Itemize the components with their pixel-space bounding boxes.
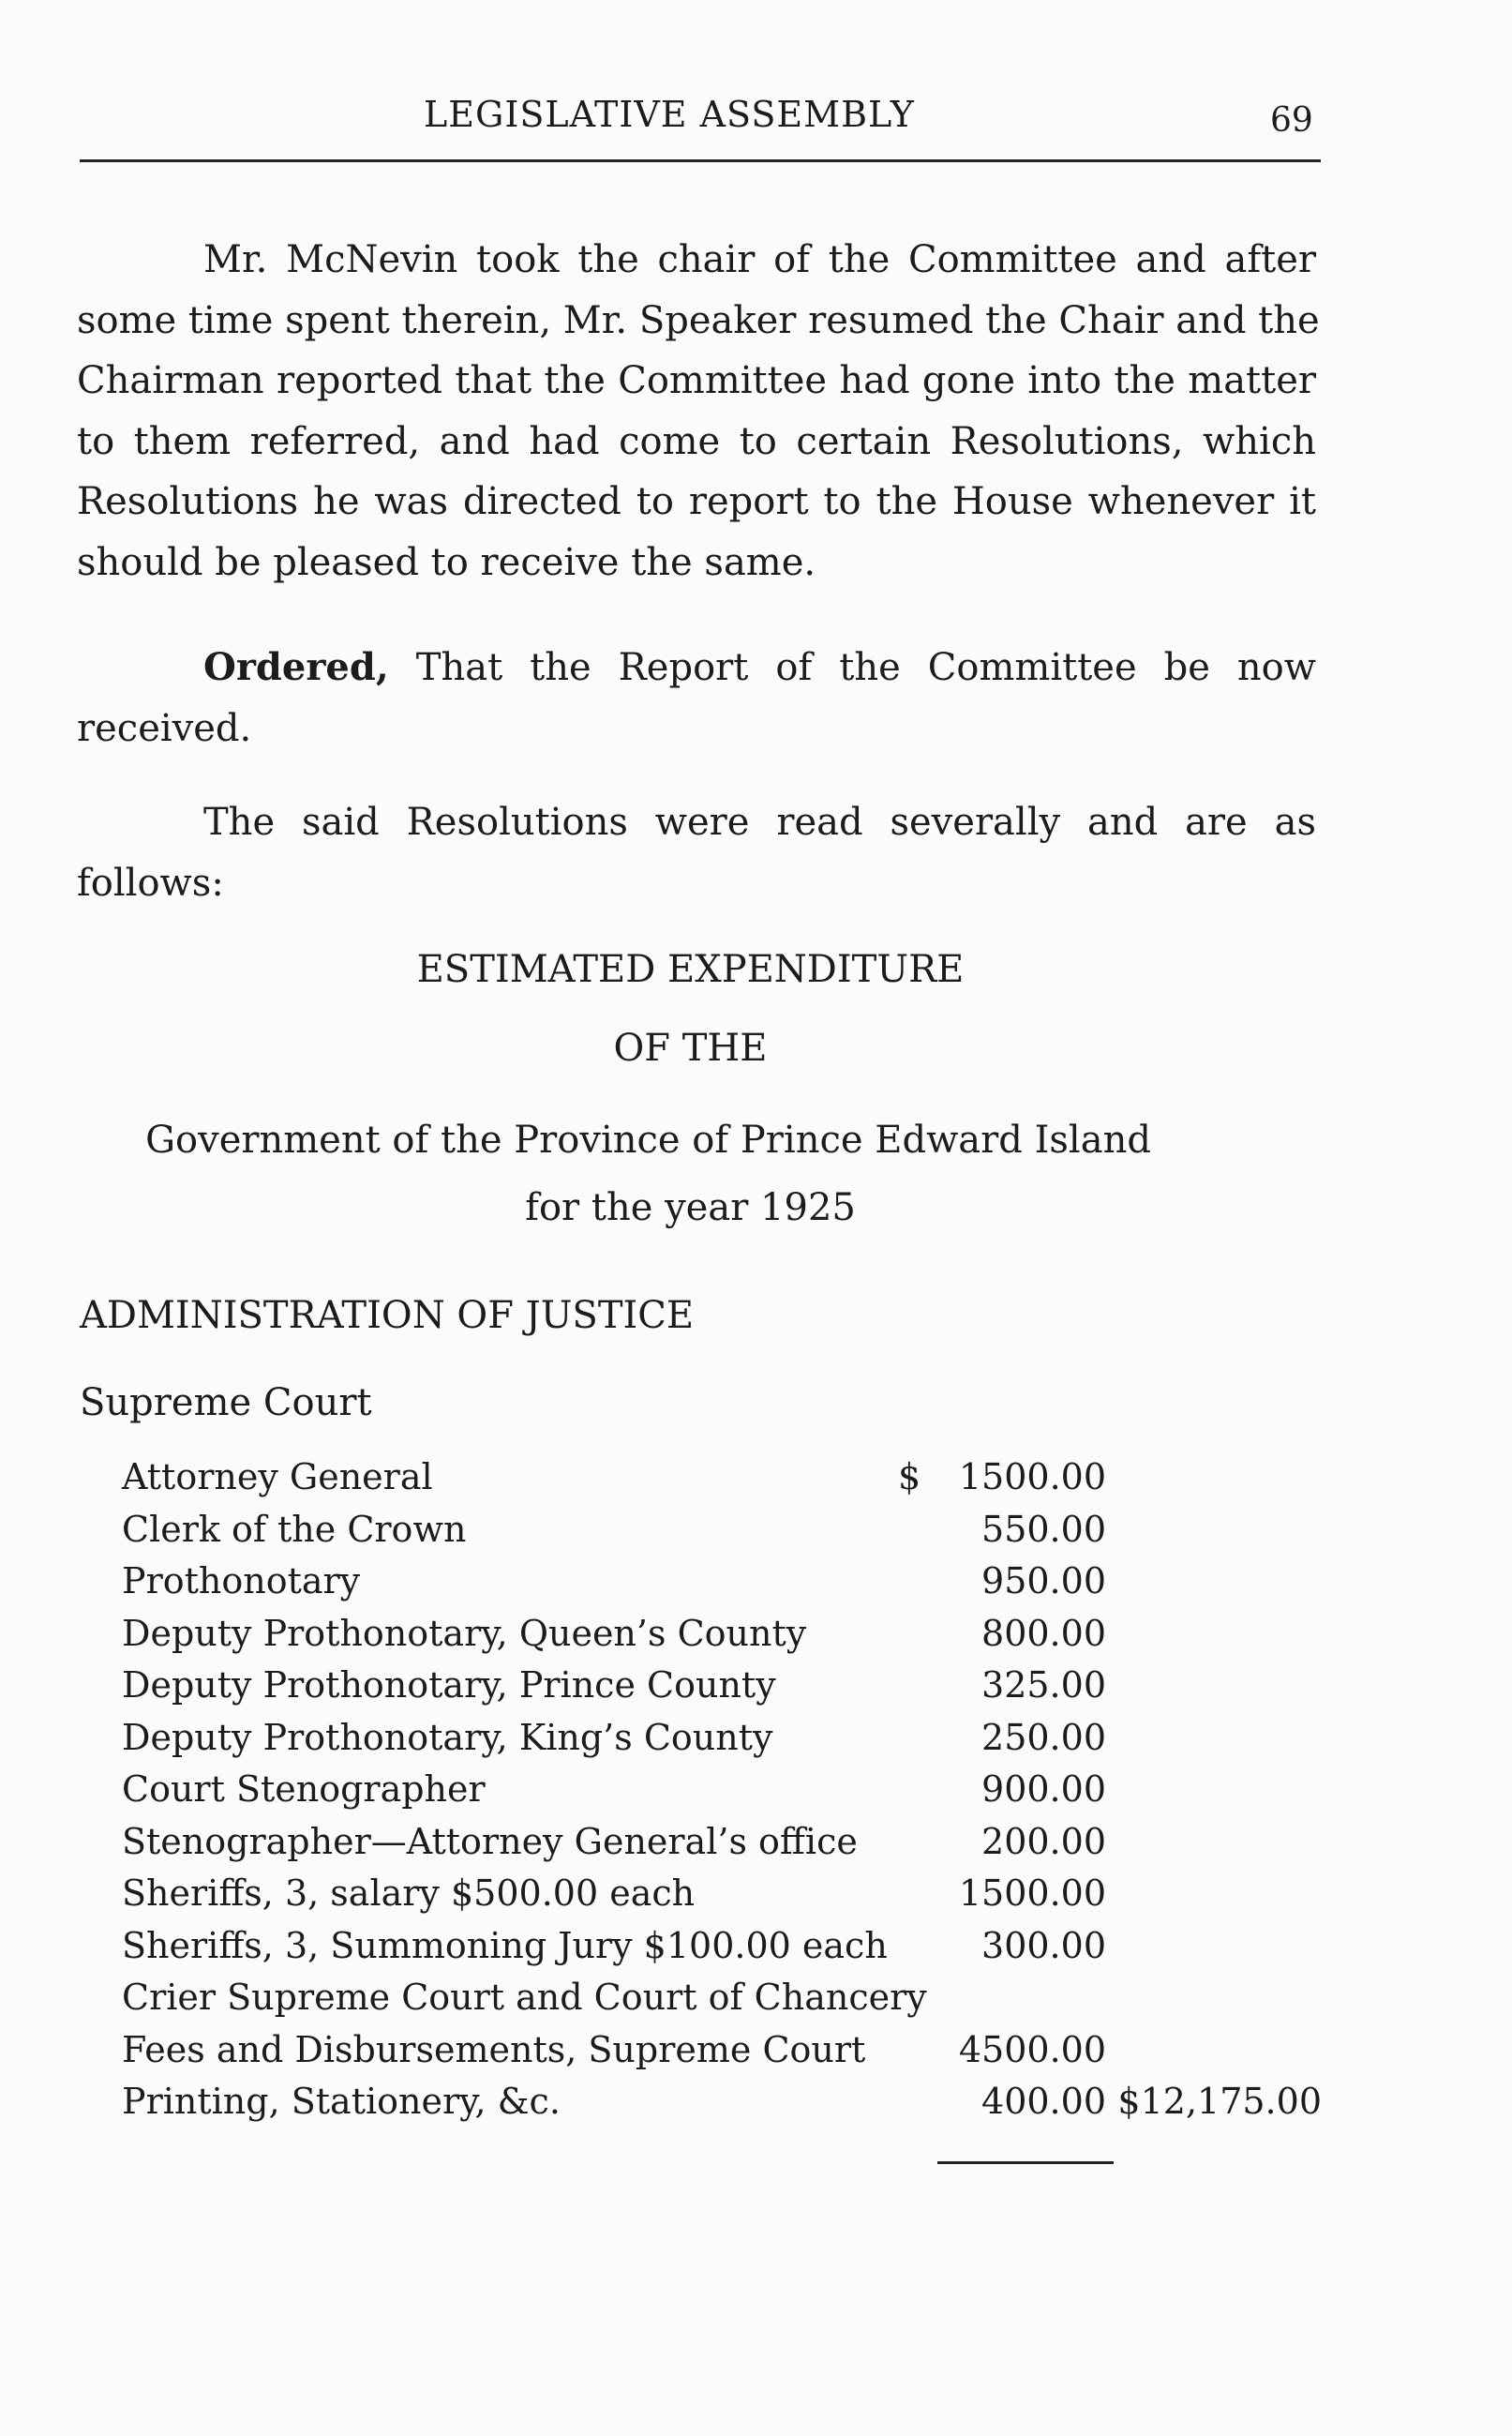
expenditure-row bbox=[0, 1972, 1512, 2024]
expenditure-label: Deputy Prothonotary, Queen’s County bbox=[122, 1612, 807, 1654]
estimate-title-line: Government of the Province of Prince Edward Island bbox=[145, 1119, 1151, 1162]
estimate-title-line: for the year 1925 bbox=[525, 1186, 856, 1229]
expenditure-amount: 400.00 bbox=[981, 2081, 1106, 2122]
expenditure-label: Sheriffs, 3, Summoning Jury $100.00 each bbox=[122, 1924, 888, 1966]
expenditure-label: Printing, Stationery, &c. bbox=[122, 2081, 561, 2122]
expenditure-label: Crier Supreme Court and Court of Chancery bbox=[122, 1977, 927, 2018]
expenditure-row bbox=[0, 1712, 1512, 1765]
estimate-title-line: OF THE bbox=[613, 1027, 768, 1070]
paragraph-line: follows: bbox=[77, 861, 224, 905]
expenditure-amount: 4500.00 bbox=[958, 2028, 1106, 2070]
expenditure-label: Deputy Prothonotary, Prince County bbox=[122, 1664, 776, 1706]
paragraph-line: should be pleased to receive the same. bbox=[77, 540, 816, 584]
expenditure-label: Prothonotary bbox=[122, 1560, 361, 1601]
expenditure-amount: 300.00 bbox=[981, 1924, 1106, 1966]
running-title: LEGISLATIVE ASSEMBLY bbox=[424, 94, 915, 135]
expenditure-row bbox=[0, 1868, 1512, 1920]
ordered-keyword: Ordered, bbox=[203, 645, 389, 689]
currency-symbol: $ bbox=[898, 1456, 921, 1497]
paragraph-line: to them referred, and had come to certain Resolutions, which bbox=[77, 419, 1316, 463]
expenditure-amount: 1500.00 bbox=[958, 1456, 1106, 1497]
expenditure-row bbox=[0, 1451, 1512, 1504]
paragraph-line: some time spent therein, Mr. Speaker resumed the Chair and the bbox=[77, 298, 1320, 342]
expenditure-row bbox=[0, 1920, 1512, 1973]
expenditure-list bbox=[0, 1451, 1512, 2128]
expenditure-label: Deputy Prothonotary, King’s County bbox=[122, 1716, 773, 1758]
header-rule bbox=[80, 159, 1321, 162]
paragraph-line: The said Resolutions were read severally and are as bbox=[203, 801, 1316, 844]
paragraph-line bbox=[77, 638, 1316, 699]
section-heading: ADMINISTRATION OF JUSTICE bbox=[80, 1294, 695, 1337]
expenditure-amount: 1500.00 bbox=[958, 1872, 1106, 1914]
expenditure-label: Attorney General bbox=[122, 1456, 433, 1497]
paragraph-line: received. bbox=[77, 706, 252, 750]
estimate-title-line: ESTIMATED EXPENDITURE bbox=[416, 948, 965, 991]
paragraph-committee-report bbox=[77, 230, 1320, 593]
expenditure-row bbox=[0, 2076, 1512, 2128]
expenditure-amount: 325.00 bbox=[981, 1664, 1106, 1706]
expenditure-row bbox=[0, 1660, 1512, 1712]
expenditure-amount: 200.00 bbox=[981, 1820, 1106, 1862]
expenditure-row bbox=[0, 1816, 1512, 1869]
expenditure-label: Court Stenographer bbox=[122, 1768, 486, 1810]
page-number: 69 bbox=[1270, 101, 1313, 140]
expenditure-row bbox=[0, 1608, 1512, 1661]
expenditure-row bbox=[0, 1504, 1512, 1556]
expenditure-row bbox=[0, 1764, 1512, 1816]
total-rule bbox=[937, 2161, 1114, 2164]
expenditure-amount: 950.00 bbox=[981, 1560, 1106, 1601]
paragraph-resolutions bbox=[77, 792, 1316, 913]
subsection-heading: Supreme Court bbox=[80, 1381, 372, 1424]
paragraph-line: Chairman reported that the Committee had gone into the matter bbox=[77, 359, 1316, 402]
expenditure-amount: 800.00 bbox=[981, 1612, 1106, 1654]
expenditure-row bbox=[0, 2024, 1512, 2077]
expenditure-amount: 250.00 bbox=[981, 1716, 1106, 1758]
expenditure-label: Stenographer—Attorney General’s office bbox=[122, 1820, 858, 1862]
paragraph-line: Resolutions he was directed to report to the House whenever it bbox=[77, 480, 1316, 523]
expenditure-total: $12,175.00 bbox=[1117, 2081, 1322, 2122]
expenditure-row bbox=[0, 1556, 1512, 1608]
expenditure-amount: 900.00 bbox=[981, 1768, 1106, 1810]
expenditure-label: Clerk of the Crown bbox=[122, 1508, 467, 1550]
expenditure-label: Sheriffs, 3, salary $500.00 each bbox=[122, 1872, 696, 1914]
ordered-text: That the Report of the Committee be now bbox=[415, 646, 1316, 689]
expenditure-label: Fees and Disbursements, Supreme Court bbox=[122, 2028, 866, 2070]
expenditure-amount: 550.00 bbox=[981, 1508, 1106, 1550]
paragraph-line: Mr. McNevin took the chair of the Committee and after bbox=[203, 238, 1316, 281]
paragraph-ordered bbox=[77, 638, 1316, 759]
